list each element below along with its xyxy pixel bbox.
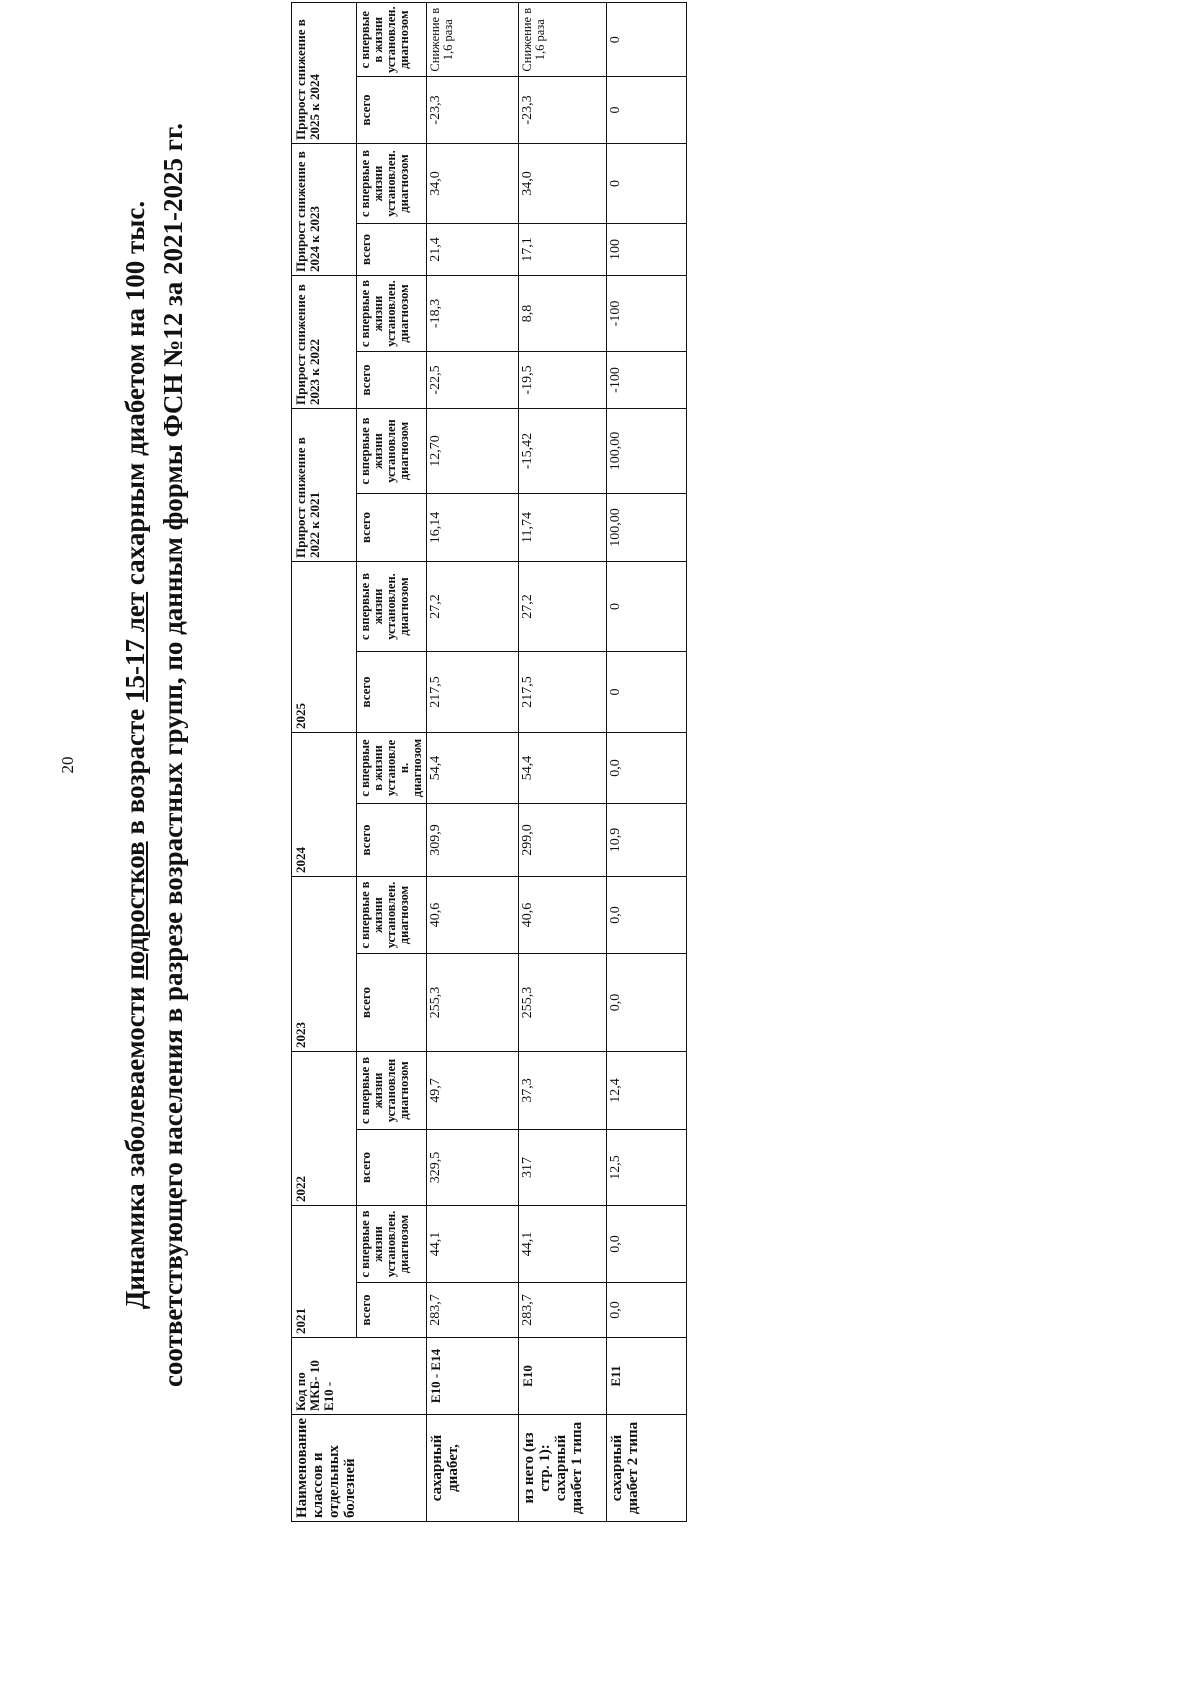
header-growth-2022-2021: Прирост снижение в 2022 к 2021 xyxy=(292,409,357,562)
header-name: Наименование классов и отдельных болезней xyxy=(292,1415,427,1522)
cell-value: 54,4 xyxy=(519,733,607,804)
cell-value: 12,4 xyxy=(607,1052,687,1130)
cell-value: 0,0 xyxy=(607,733,687,804)
row-code: Е11 xyxy=(607,1338,687,1415)
cell-value: 309,9 xyxy=(427,804,519,877)
row-name: из него (из стр. 1): сахарный диабет 1 типа xyxy=(519,1415,607,1522)
cell-value: 27,2 xyxy=(519,562,607,652)
cell-value: 37,3 xyxy=(519,1052,607,1130)
row-name: сахарный диабет 2 типа xyxy=(607,1415,687,1522)
cell-value: 34,0 xyxy=(519,144,607,224)
cell-value: -23,3 xyxy=(519,77,607,144)
header-row-years xyxy=(292,3,357,1522)
cell-value: 12,5 xyxy=(607,1130,687,1206)
title-part: в возрасте xyxy=(120,702,150,842)
cell-value: 0,0 xyxy=(607,954,687,1052)
title-underlined-part: подростков xyxy=(120,841,150,980)
header-code: Код по МКБ- 10 Е10 - xyxy=(292,1338,427,1415)
rotated-landscape-content xyxy=(116,0,1116,1555)
cell-value: 27,2 xyxy=(427,562,519,652)
cell-value: 0 xyxy=(607,562,687,652)
header-year-2025: 2025 xyxy=(292,562,357,733)
header-growth-2024-2023: Прирост снижение в 2024 к 2023 xyxy=(292,144,357,276)
header-new-diagnosis: с впервые в жизни установле н. диагнозом xyxy=(357,733,427,804)
table-row xyxy=(427,3,519,1522)
cell-value: 21,4 xyxy=(427,224,519,276)
cell-value: -22,5 xyxy=(427,352,519,409)
cell-value: -15,42 xyxy=(519,409,607,494)
cell-value: 100,00 xyxy=(607,409,687,494)
cell-value: 12,70 xyxy=(427,409,519,494)
cell-value: 283,7 xyxy=(519,1283,607,1338)
header-total: всего xyxy=(357,652,427,733)
row-code: Е10 - Е14 xyxy=(427,1338,519,1415)
cell-value: 10,9 xyxy=(607,804,687,877)
header-total: всего xyxy=(357,1130,427,1206)
row-code: Е10 xyxy=(519,1338,607,1415)
cell-value: 49,7 xyxy=(427,1052,519,1130)
header-year-2024: 2024 xyxy=(292,733,357,877)
title-part: Динамика заболеваемости xyxy=(120,979,150,1310)
table-row xyxy=(607,3,687,1522)
cell-value: 329,5 xyxy=(427,1130,519,1206)
title-line-1 xyxy=(116,0,154,1555)
header-total: всего xyxy=(357,804,427,877)
cell-value: 0,0 xyxy=(607,1206,687,1283)
cell-value: 54,4 xyxy=(427,733,519,804)
cell-value: 17,1 xyxy=(519,224,607,276)
header-total: всего xyxy=(357,224,427,276)
cell-value: 283,7 xyxy=(427,1283,519,1338)
header-new-diagnosis: с впервые в жизни установлен. диагнозом xyxy=(357,276,427,352)
cell-value: 0 xyxy=(607,652,687,733)
cell-value: 44,1 xyxy=(519,1206,607,1283)
cell-value: -19,5 xyxy=(519,352,607,409)
cell-value: 217,5 xyxy=(427,652,519,733)
header-growth-2023-2022: Прирост снижение в 2023 к 2022 xyxy=(292,276,357,409)
header-new-diagnosis: с впервые в жизни установлен. диагнозом xyxy=(357,144,427,224)
cell-value: 34,0 xyxy=(427,144,519,224)
cell-value: -100 xyxy=(607,352,687,409)
header-new-diagnosis: с впервые в жизни установлен. диагнозом xyxy=(357,1206,427,1283)
header-new-diagnosis: с впервые в жизни установлен. диагнозом xyxy=(357,877,427,954)
header-row-sub xyxy=(357,3,427,1522)
header-total: всего xyxy=(357,494,427,562)
document-title xyxy=(116,0,236,1555)
cell-value: -23,3 xyxy=(427,77,519,144)
title-line-2: соответствующего населения в разрезе возрастных групп, по данным формы ФСН №12 за 2021-2025 гг. xyxy=(158,122,188,1388)
cell-value: 255,3 xyxy=(519,954,607,1052)
cell-value: 0,0 xyxy=(607,877,687,954)
cell-value: Снижение в 1,6 раза xyxy=(427,3,519,77)
cell-value: 299,0 xyxy=(519,804,607,877)
header-total: всего xyxy=(357,954,427,1052)
header-new-diagnosis: с впервые в жизни установлен. диагнозом xyxy=(357,562,427,652)
cell-value: 317 xyxy=(519,1130,607,1206)
table-row xyxy=(519,3,607,1522)
title-underlined-part: 15-17 лет xyxy=(120,591,150,703)
header-new-diagnosis: с впервые в жизни установлен диагнозом xyxy=(357,1052,427,1130)
header-total: всего xyxy=(357,1283,427,1338)
cell-value: 44,1 xyxy=(427,1206,519,1283)
header-total: всего xyxy=(357,77,427,144)
cell-value: 0 xyxy=(607,144,687,224)
header-year-2023: 2023 xyxy=(292,877,357,1052)
cell-value: 255,3 xyxy=(427,954,519,1052)
cell-value: 11,74 xyxy=(519,494,607,562)
cell-value: 100,00 xyxy=(607,494,687,562)
header-new-diagnosis: с впервые в жизни установлен. диагнозом xyxy=(357,3,427,77)
page-number: 20 xyxy=(58,756,77,774)
header-new-diagnosis: с впервые в жизни установлен диагнозом xyxy=(357,409,427,494)
cell-value: Снижение в 1,6 раза xyxy=(519,3,607,77)
header-total: всего xyxy=(357,352,427,409)
header-year-2021: 2021 xyxy=(292,1206,357,1338)
cell-value: 0,0 xyxy=(607,1283,687,1338)
title-part: сахарным диабетом на 100 тыс. xyxy=(120,200,150,592)
cell-value: 40,6 xyxy=(519,877,607,954)
cell-value: 0 xyxy=(607,3,687,77)
cell-value: 100 xyxy=(607,224,687,276)
cell-value: -100 xyxy=(607,276,687,352)
cell-value: 217,5 xyxy=(519,652,607,733)
cell-value: 0 xyxy=(607,77,687,144)
row-name: сахарный диабет, xyxy=(427,1415,519,1522)
cell-value: 8,8 xyxy=(519,276,607,352)
header-year-2022: 2022 xyxy=(292,1052,357,1206)
cell-value: -18,3 xyxy=(427,276,519,352)
morbidity-table xyxy=(291,2,687,1522)
header-growth-2025-2024: Прирост снижение в 2025 к 2024 xyxy=(292,3,357,144)
cell-value: 16,14 xyxy=(427,494,519,562)
cell-value: 40,6 xyxy=(427,877,519,954)
